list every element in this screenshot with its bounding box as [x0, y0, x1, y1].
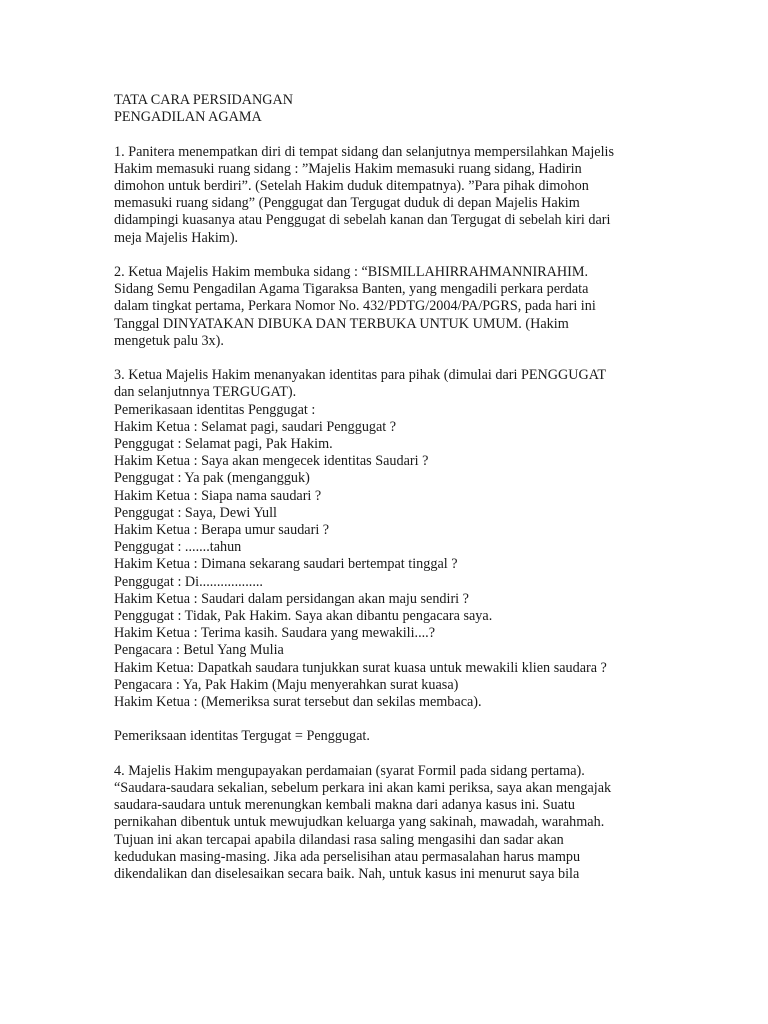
text-line: dan selanjutnnya TERGUGAT). [114, 384, 297, 401]
paragraph-gap [114, 126, 754, 143]
text-line: dalam tingkat pertama, Perkara Nomor No. 432/PDTG/2004/PA/PGRS, pada hari ini [114, 298, 596, 315]
dialog-line: Penggugat : Tidak, Pak Hakim. Saya akan dibantu pengacara saya. [114, 608, 493, 625]
dialog-line: Hakim Ketua : Saudari dalam persidangan akan maju sendiri ? [114, 590, 469, 607]
document-page [114, 92, 754, 883]
text-line: Hakim memasuki ruang sidang : ”Majelis Hakim memasuki ruang sidang, Hadirin [114, 160, 582, 177]
dialog-line: Hakim Ketua : Selamat pagi, saudari Penggugat ? [114, 418, 397, 435]
text-line: kedudukan masing-masing. Jika ada perselisihan atau permasalahan harus mampu [114, 848, 581, 865]
paragraph-1 [114, 144, 754, 247]
paragraph-2 [114, 264, 754, 350]
document-title [114, 92, 754, 126]
paragraph-gap [114, 711, 754, 728]
paragraph-gap [114, 746, 754, 763]
dialog-line: Hakim Ketua : Dimana sekarang saudari bertempat tinggal ? [114, 556, 458, 573]
text-line: meja Majelis Hakim). [114, 229, 239, 246]
paragraph-4 [114, 763, 754, 883]
subtitle-line: PENGADILAN AGAMA [114, 109, 262, 126]
text-line: Tujuan ini akan tercapai apabila dilandasi rasa saling mengasihi dan sadar akan [114, 831, 564, 848]
dialog-line: Hakim Ketua : (Memeriksa surat tersebut dan sekilas membaca). [114, 694, 482, 711]
text-line: 4. Majelis Hakim mengupayakan perdamaian (syarat Formil pada sidang pertama). [114, 762, 585, 779]
paragraph-gap [114, 247, 754, 264]
text-line: Sidang Semu Pengadilan Agama Tigaraksa Banten, yang mengadili perkara perdata [114, 281, 589, 298]
dialog-line: Hakim Ketua : Siapa nama saudari ? [114, 487, 322, 504]
text-line: “Saudara-saudara sekalian, sebelum perkara ini akan kami periksa, saya akan mengajak [114, 780, 612, 797]
text-line: 1. Panitera menempatkan diri di tempat sidang dan selanjutnya mempersilahkan Majelis [114, 143, 614, 160]
dialog-line: Hakim Ketua : Terima kasih. Saudara yang mewakili....? [114, 625, 436, 642]
text-line: Pemerikasaan identitas Penggugat : [114, 401, 316, 418]
dialog-line: Penggugat : Di.................. [114, 573, 263, 590]
text-line: Pemeriksaan identitas Tergugat = Penggugat. [114, 728, 370, 745]
dialog-line: Pengacara : Ya, Pak Hakim (Maju menyerahkan surat kuasa) [114, 676, 459, 693]
dialog-line: Penggugat : .......tahun [114, 539, 242, 556]
dialog-line: Hakim Ketua: Dapatkah saudara tunjukkan surat kuasa untuk mewakili klien saudara ? [114, 659, 607, 676]
paragraph-gap [114, 350, 754, 367]
dialog-line: Hakim Ketua : Saya akan mengecek identitas Saudari ? [114, 453, 429, 470]
text-line: 2. Ketua Majelis Hakim membuka sidang : “BISMILLAHIRRAHMANNIRAHIM. [114, 264, 589, 280]
dialog-line: Penggugat : Ya pak (mengangguk) [114, 470, 310, 487]
text-line: dikendalikan dan diselesaikan secara baik. Nah, untuk kasus ini menurut saya bila [114, 866, 580, 883]
dialog-line: Penggugat : Saya, Dewi Yull [114, 504, 278, 521]
text-line: memasuki ruang sidang” (Penggugat dan Tergugat duduk di depan Majelis Hakim [114, 195, 580, 212]
text-line: 3. Ketua Majelis Hakim menanyakan identitas para pihak (dimulai dari PENGGUGAT [114, 367, 607, 384]
text-line: pernikahan dibentuk untuk mewujudkan keluarga yang sakinah, mawadah, warahmah. [114, 814, 605, 831]
paragraph-3b [114, 728, 754, 745]
title-line: TATA CARA PERSIDANGAN [114, 92, 294, 108]
paragraph-3 [114, 367, 754, 711]
dialog-line: Hakim Ketua : Berapa umur saudari ? [114, 522, 330, 539]
text-line: Tanggal DINYATAKAN DIBUKA DAN TERBUKA UNTUK UMUM. (Hakim [114, 315, 569, 332]
text-line: saudara-saudara untuk merenungkan kembali makna dari adanya kasus ini. Suatu [114, 797, 575, 814]
dialog-line: Pengacara : Betul Yang Mulia [114, 642, 284, 659]
text-line: dimohon untuk berdiri”. (Setelah Hakim duduk ditempatnya). ”Para pihak dimohon [114, 178, 589, 194]
text-line: mengetuk palu 3x). [114, 332, 224, 349]
text-line: didampingi kuasanya atau Penggugat di sebelah kanan dan Tergugat di sebelah kiri dari [114, 212, 611, 229]
dialog-line: Penggugat : Selamat pagi, Pak Hakim. [114, 436, 333, 453]
